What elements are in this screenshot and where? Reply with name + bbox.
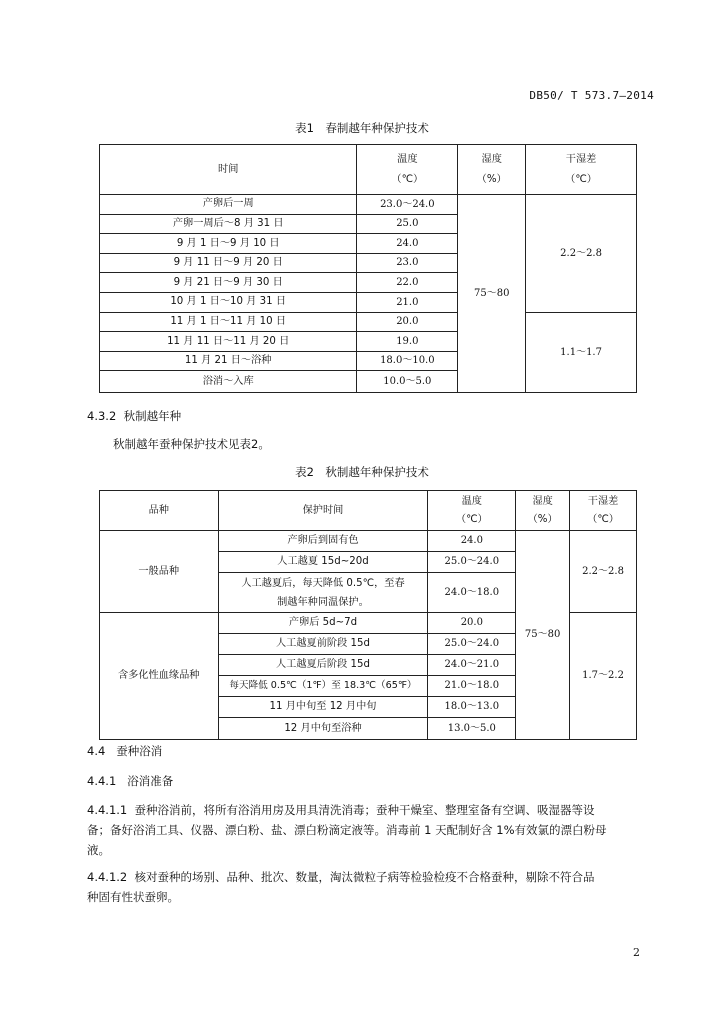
- section-title: 秋制越年种: [123, 409, 182, 423]
- table-cell-time: 产卵一周后～8 月 31 日: [100, 214, 357, 234]
- table-cell-time: 11 月 11 日～11 月 20 日: [100, 332, 357, 352]
- table-cell-period: 11 月中旬至 12 月中旬: [218, 697, 428, 718]
- table-cell-period: 产卵后到固有色: [218, 531, 428, 552]
- table-cell-time: 11 月 1 日～11 月 10 日: [100, 312, 357, 332]
- paragraph-line-2: 备；备好浴消工具、仪器、漂白粉、盐、漂白粉滴定液等。消毒前 1 天配制好含 1%有效氯的漂白粉母: [87, 823, 607, 837]
- humidity-label: 湿度: [532, 495, 553, 507]
- table-cell-temp: 21.0: [357, 292, 458, 312]
- table-cell-temp: 23.0: [357, 253, 458, 273]
- dry-wet-unit: （℃）: [565, 173, 597, 185]
- table-cell-period: 人工越夏前阶段 15d: [218, 634, 428, 655]
- table-cell-temp: 25.0～24.0: [428, 552, 516, 573]
- table-cell-temp: 20.0: [428, 613, 516, 634]
- section-heading-4-4: [87, 743, 162, 759]
- table-cell-temp: 21.0～18.0: [428, 676, 516, 697]
- section-4-3-2-text: 秋制越年蚕种保护技术见表2。: [113, 437, 270, 451]
- table-cell-temp: 24.0～21.0: [428, 655, 516, 676]
- table-cell-period: 产卵后 5d~7d: [218, 613, 428, 634]
- section-number: 4.4.1.2: [87, 870, 128, 884]
- humidity-unit: （%）: [476, 173, 507, 185]
- paragraph-line-3: 液。: [87, 843, 110, 857]
- table-cell-temp: 13.0～5.0: [428, 718, 516, 740]
- table2-header-humidity: [516, 491, 570, 531]
- table1-dry-wet-value-1: 2.2～2.8: [526, 195, 637, 313]
- table1: [99, 144, 637, 393]
- table-cell-temp: 20.0: [357, 312, 458, 332]
- table2-dry-wet-1: 2.2～2.8: [570, 531, 637, 613]
- table-cell-time: 9 月 1 日～9 月 10 日: [100, 234, 357, 254]
- table-cell-temp: 25.0～24.0: [428, 634, 516, 655]
- table-cell-period: 每天降低 0.5℃（1℉）至 18.3℃（65℉）: [218, 676, 428, 697]
- table-cell-temp: 23.0～24.0: [357, 195, 458, 215]
- table-cell-temp: 19.0: [357, 332, 458, 352]
- dry-wet-unit: （℃）: [587, 513, 619, 525]
- temp-label: 温度: [461, 495, 482, 507]
- table2-caption: 表2 秋制越年种保护技术: [295, 465, 429, 479]
- table-cell-time: 产卵后一周: [100, 195, 357, 215]
- table-cell-time: 9 月 11 日～9 月 20 日: [100, 253, 357, 273]
- section-heading-4-4-1: [87, 773, 173, 789]
- table2-header-row: [100, 491, 637, 531]
- table-cell-temp: 18.0～13.0: [428, 697, 516, 718]
- table2-header-temp: [428, 491, 516, 531]
- table-cell-period: 12 月中旬至浴种: [218, 718, 428, 740]
- table-cell-period: 人工越夏 15d~20d: [218, 552, 428, 573]
- table-cell-time: 9 月 21 日～9 月 30 日: [100, 273, 357, 293]
- table2-header-variety: 品种: [100, 491, 219, 531]
- table1-humidity-value: 75～80: [458, 195, 526, 393]
- table-row: [100, 531, 637, 552]
- table1-header-dry-wet: [526, 145, 637, 195]
- paragraph-4-4-1-2: [87, 867, 647, 907]
- section-number: 4.3.2: [87, 409, 117, 423]
- table-cell-temp: 24.0: [428, 531, 516, 552]
- dry-wet-label: 干湿差: [587, 495, 619, 507]
- table-cell-temp: 22.0: [357, 273, 458, 293]
- temp-unit: （℃）: [391, 173, 424, 185]
- section-title: 蚕种浴消: [116, 744, 163, 758]
- table1-header-time: 时间: [100, 145, 357, 195]
- table-row: [100, 312, 637, 332]
- paragraph-4-4-1-1: [87, 800, 647, 860]
- temp-label: 温度: [397, 153, 418, 165]
- table2-header-dry-wet: [570, 491, 637, 531]
- table-cell-time: 浴消～入库: [100, 371, 357, 393]
- section-number: 4.4.1.1: [87, 803, 128, 817]
- standard-code: DB50/ T 573.7—2014: [529, 89, 654, 102]
- humidity-unit: （%）: [527, 513, 558, 525]
- paragraph-line-1: [87, 800, 647, 820]
- table-cell-time: 10 月 1 日～10 月 31 日: [100, 292, 357, 312]
- table-cell-temp: 10.0～5.0: [357, 371, 458, 393]
- section-number: 4.4: [87, 744, 106, 758]
- table-cell-period: 人工越夏后，每天降低 0.5℃，至春制越年种同温保护。: [218, 573, 428, 613]
- table1-dry-wet-value-2: 1.1～1.7: [526, 312, 637, 393]
- section-heading-4-3-2: [87, 408, 181, 424]
- table1-caption: 表1 春制越年种保护技术: [295, 121, 429, 135]
- table2-header-period: 保护时间: [218, 491, 428, 531]
- table-cell-time: 11 月 21 日～浴种: [100, 351, 357, 371]
- table2-dry-wet-2: 1.7～2.2: [570, 613, 637, 740]
- table1-header-temp: [357, 145, 458, 195]
- page-number: 2: [633, 946, 640, 959]
- table-row: [100, 195, 637, 215]
- table2-humidity-value: 75～80: [516, 531, 570, 740]
- dry-wet-label: 干湿差: [565, 153, 597, 165]
- paragraph-text: 核对蚕种的场别、品种、批次、数量，淘汰微粒子病等检验检疫不合格蚕种，剔除不符合品: [134, 870, 595, 884]
- table2-variety-2: 含多化性血缘品种: [100, 613, 219, 740]
- paragraph-line-2: 种固有性状蚕卵。: [87, 890, 179, 904]
- table-cell-period: 人工越夏后阶段 15d: [218, 655, 428, 676]
- paragraph-text: 蚕种浴消前，将所有浴消用房及用具清洗消毒；蚕种干燥室、整理室备有空调、吸湿器等设: [134, 803, 595, 817]
- section-title: 浴消准备: [127, 774, 174, 788]
- table1-header-humidity: [458, 145, 526, 195]
- table-cell-temp: 18.0～10.0: [357, 351, 458, 371]
- paragraph-line-1: [87, 867, 647, 887]
- table2-variety-1: 一般品种: [100, 531, 219, 613]
- table-cell-temp: 24.0: [357, 234, 458, 254]
- section-number: 4.4.1: [87, 774, 117, 788]
- table-cell-temp: 25.0: [357, 214, 458, 234]
- humidity-label: 湿度: [481, 153, 502, 165]
- table-cell-temp: 24.0～18.0: [428, 573, 516, 613]
- temp-unit: （℃）: [455, 513, 488, 525]
- table2: [99, 490, 637, 740]
- table1-header-row: [100, 145, 637, 195]
